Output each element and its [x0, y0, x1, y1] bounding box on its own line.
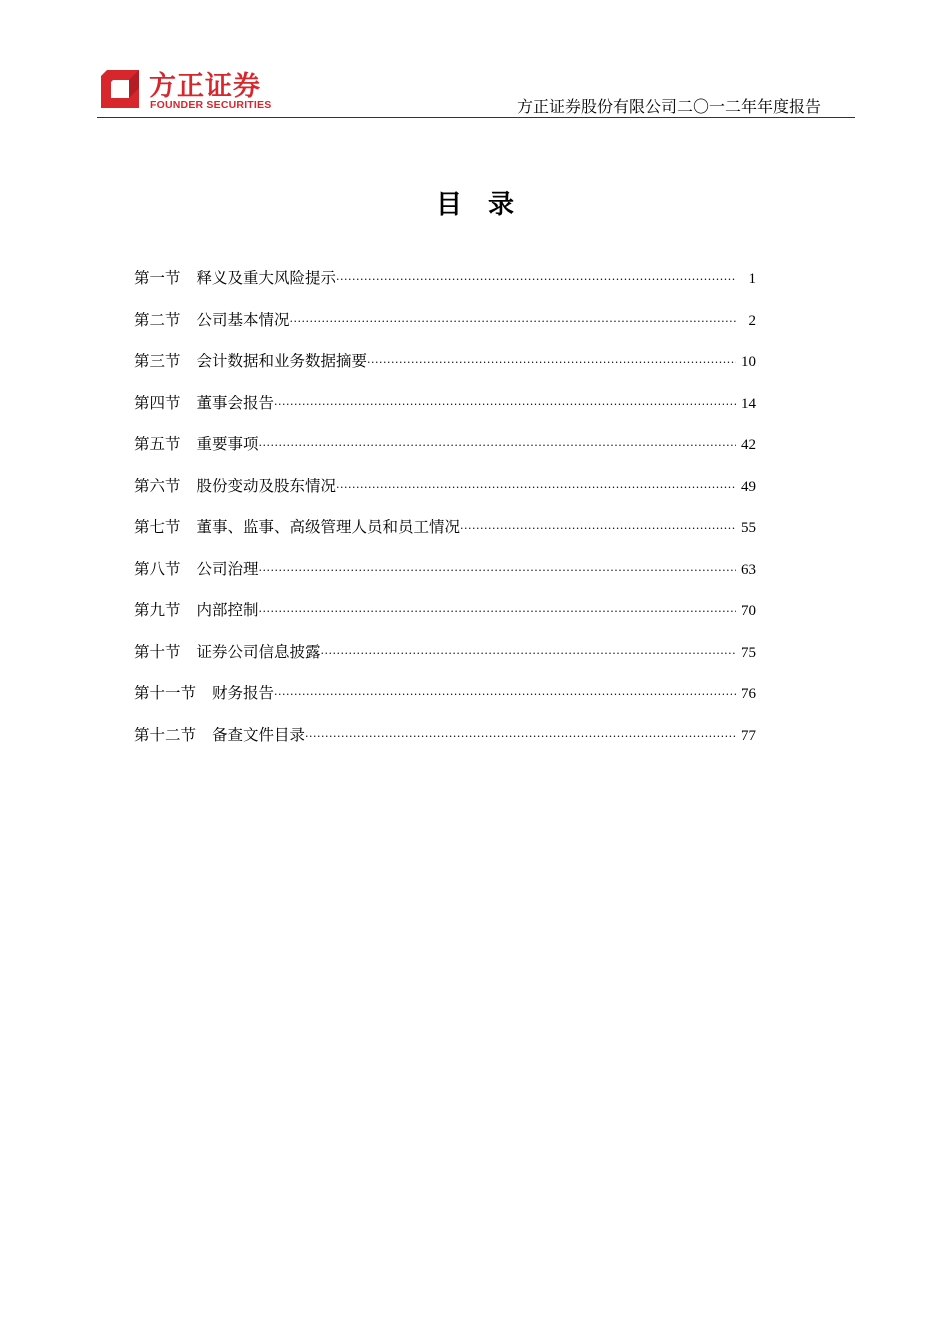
toc-entry[interactable]: [134, 515, 756, 557]
toc-dot-leader: [367, 356, 736, 369]
toc-entry[interactable]: [134, 557, 756, 599]
toc-page-number: 2: [748, 312, 756, 329]
toc-section-number: 第四节: [134, 393, 181, 412]
toc-section-title: 备查文件目录: [212, 725, 306, 744]
toc-entry[interactable]: [134, 681, 756, 723]
toc-entry[interactable]: [134, 640, 756, 682]
toc-entry[interactable]: [134, 349, 756, 391]
toc-entry[interactable]: [134, 391, 756, 433]
toc-section-number: 第五节: [134, 435, 181, 453]
toc-dot-leader: [336, 273, 736, 286]
toc-page-number: 75: [741, 644, 756, 661]
toc-section-title: 释义及重大风险提示: [196, 269, 337, 287]
toc-entry[interactable]: [134, 266, 756, 308]
logo-chinese-name: 方正证券: [149, 71, 261, 102]
founder-logo-icon: [99, 68, 141, 110]
toc-section-number: 第三节: [134, 352, 181, 370]
toc-entry[interactable]: [134, 474, 756, 516]
toc-section-number: 第十一节: [134, 684, 197, 702]
toc-section-title: 董事会报告: [196, 393, 275, 412]
toc-section-number: 第八节: [134, 559, 181, 578]
toc-section-title: 公司基本情况: [196, 310, 290, 329]
toc-section-title: 董事、监事、高级管理人员和员工情况: [196, 518, 461, 536]
toc-section-title: 股份变动及股东情况: [196, 476, 337, 495]
toc-page-number: 77: [741, 727, 756, 744]
toc-section-number: 第二节: [134, 310, 181, 329]
toc-entry[interactable]: [134, 432, 756, 474]
page-header: [97, 60, 855, 120]
toc-section-number: 第十节: [134, 642, 181, 661]
toc-entry[interactable]: [134, 723, 756, 765]
toc-page-number: 76: [741, 686, 756, 702]
toc-dot-leader: [336, 481, 736, 494]
toc-page-number: 63: [741, 561, 756, 578]
toc-page-number: 42: [741, 437, 756, 453]
toc-section-number: 第六节: [134, 476, 181, 495]
toc-entry[interactable]: [134, 598, 756, 640]
toc-dot-leader: [460, 522, 736, 535]
toc-section-number: 第七节: [134, 518, 181, 536]
toc-section-title: 内部控制: [196, 601, 259, 619]
toc-page-number: 49: [741, 478, 756, 495]
logo-english-name: FOUNDER SECURITIES: [150, 99, 272, 111]
toc-dot-leader: [259, 564, 736, 577]
toc-page-number: 10: [741, 354, 756, 370]
toc-dot-leader: [259, 439, 736, 452]
toc-page-number: 14: [741, 395, 756, 412]
toc-page-number: 70: [741, 603, 756, 619]
toc-section-title: 会计数据和业务数据摘要: [196, 352, 368, 370]
table-of-contents: [134, 266, 756, 764]
toc-dot-leader: [305, 730, 736, 743]
toc-dot-leader: [274, 688, 736, 701]
toc-section-title: 重要事项: [196, 435, 259, 453]
report-title: 方正证券股份有限公司二〇一二年年度报告: [516, 97, 821, 116]
founder-securities-logo: [97, 66, 287, 114]
toc-dot-leader: [321, 647, 736, 660]
toc-section-title: 财务报告: [212, 684, 275, 702]
toc-entry[interactable]: [134, 308, 756, 350]
toc-dot-leader: [290, 315, 736, 328]
toc-page-number: 1: [748, 271, 756, 287]
toc-section-number: 第一节: [134, 269, 181, 287]
toc-section-title: 公司治理: [196, 559, 259, 578]
header-divider: [97, 117, 855, 118]
toc-section-number: 第十二节: [134, 725, 197, 744]
toc-section-number: 第九节: [134, 601, 181, 619]
toc-section-title: 证券公司信息披露: [196, 642, 321, 661]
toc-page-number: 55: [741, 520, 756, 536]
toc-dot-leader: [274, 398, 736, 411]
toc-heading: 目录: [435, 190, 540, 220]
toc-dot-leader: [259, 605, 736, 618]
